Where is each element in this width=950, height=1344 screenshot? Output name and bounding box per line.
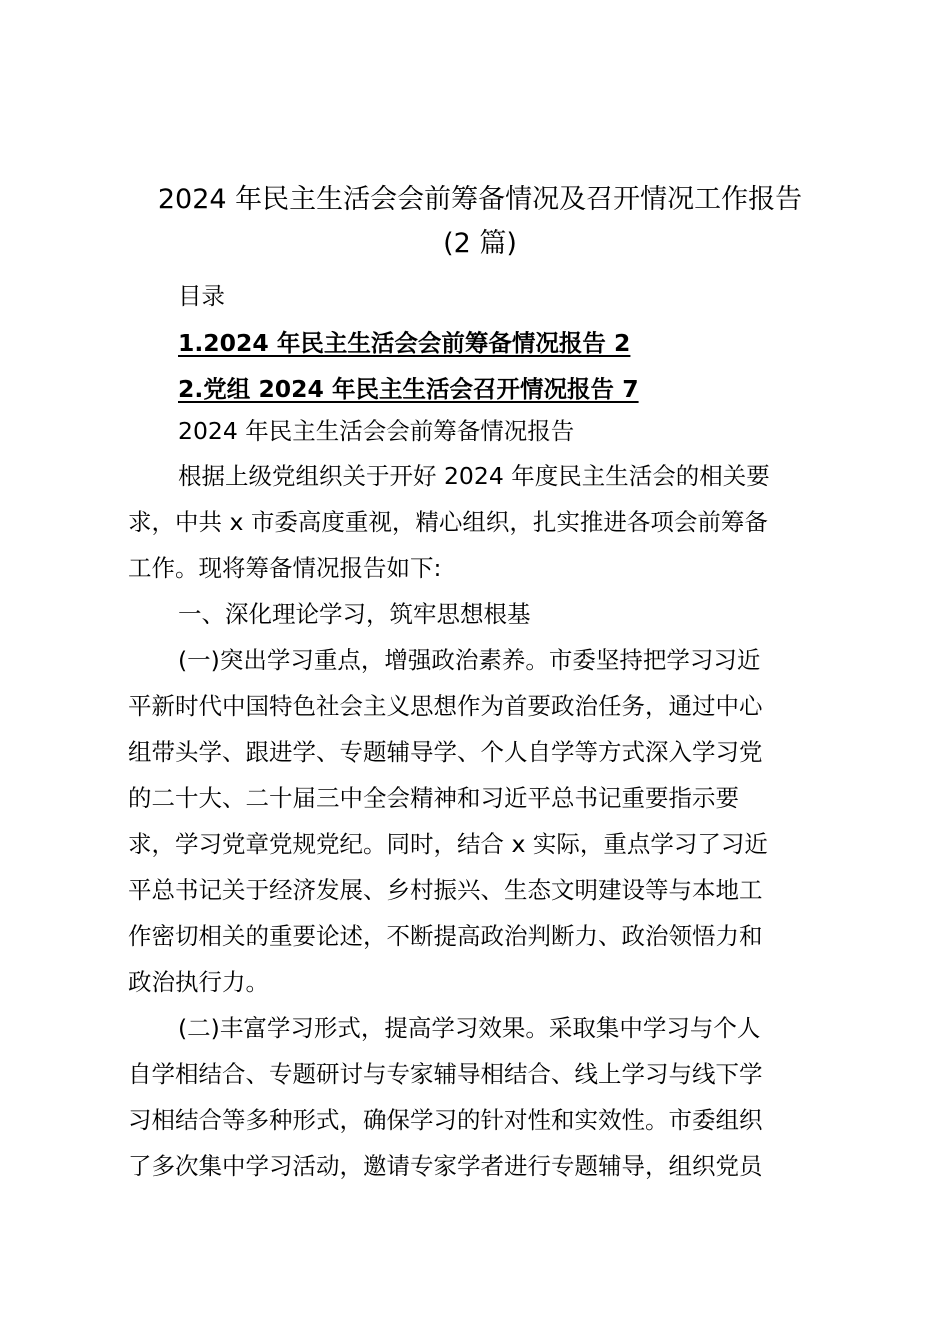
document-title-line1: 2024 年民主生活会会前筹备情况及召开情况工作报告 [157,184,803,215]
document-title-line2: (2 篇) [443,228,517,259]
toc-item-2[interactable]: 2.党组 2024 年民主生活会召开情况报告 7 [178,375,639,403]
para2-line-2: 自学相结合、专题研讨与专家辅导相结合、线上学习与线下学 [128,1060,763,1088]
para1-line-6: 平总书记关于经济发展、乡村振兴、生态文明建设等与本地工 [128,876,763,904]
heading-1: 一、深化理论学习，筑牢思想根基 [178,600,531,628]
para1-line-5: 求，学习党章党规党纪。同时，结合 x 实际，重点学习了习近 [128,830,768,858]
toc-heading: 目录 [178,282,225,310]
intro-line-2: 求，中共 x 市委高度重视，精心组织，扎实推进各项会前筹备 [128,508,768,536]
para2-line-4: 了多次集中学习活动，邀请专家学者进行专题辅导，组织党员 [128,1152,763,1180]
para1-line-2: 平新时代中国特色社会主义思想作为首要政治任务，通过中心 [128,692,763,720]
para1-line-7: 作密切相关的重要论述，不断提高政治判断力、政治领悟力和 [128,922,763,950]
intro-line-1: 根据上级党组织关于开好 2024 年度民主生活会的相关要 [178,462,770,490]
toc-item-1[interactable]: 1.2024 年民主生活会会前筹备情况报告 2 [178,329,631,357]
intro-line-3: 工作。现将筹备情况报告如下: [128,554,442,582]
para1-line-3: 组带头学、跟进学、专题辅导学、个人自学等方式深入学习党 [128,738,763,766]
para1-line-8: 政治执行力。 [128,968,269,996]
section-title: 2024 年民主生活会会前筹备情况报告 [178,417,575,445]
para2-line-1: (二)丰富学习形式，提高学习效果。采取集中学习与个人 [178,1014,761,1042]
para1-line-4: 的二十大、二十届三中全会精神和习近平总书记重要指示要 [128,784,739,812]
para2-line-3: 习相结合等多种形式，确保学习的针对性和实效性。市委组织 [128,1106,763,1134]
para1-line-1: (一)突出学习重点，增强政治素养。市委坚持把学习习近 [178,646,761,674]
